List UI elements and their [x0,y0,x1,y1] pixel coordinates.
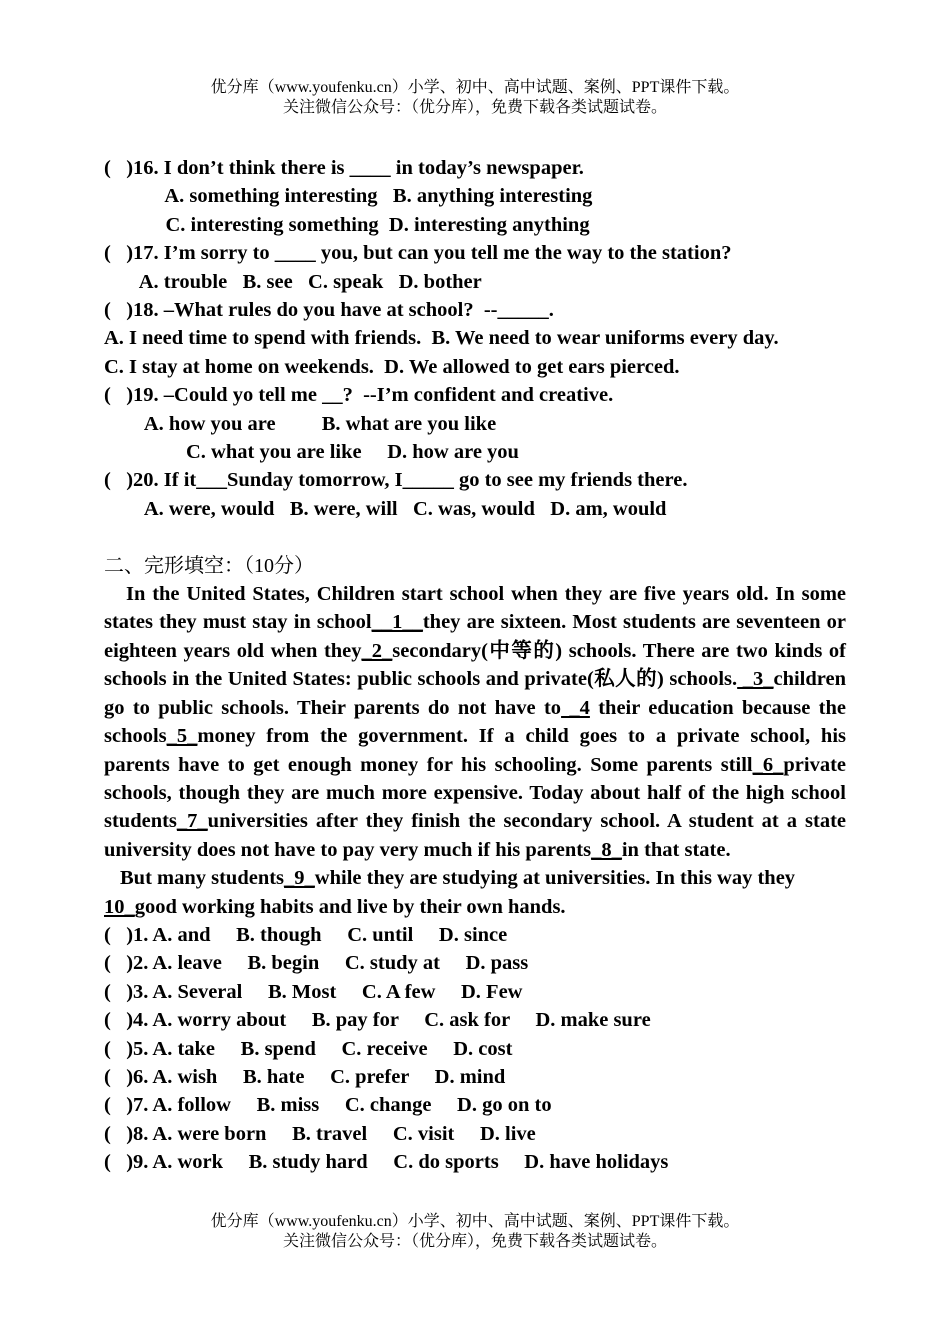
q16-options-cd: C. interesting something D. interesting anything [104,213,590,236]
cloze-text: their education because the schools [104,696,847,748]
q20-stem: ( )20. If it___Sunday tomorrow, I_____ go to see my friends there. [104,469,688,492]
cloze-option-7: ( )7. A. follow B. miss C. change D. go on to [104,1094,552,1117]
cloze-option-6: ( )6. A. wish B. hate C. prefer D. mind [104,1065,506,1088]
cloze-text: universities after they finish the secondary school. A student at a state university does not have to pay very much if his parents [104,810,846,861]
cloze-text: secondary(中等的) schools. There are two kinds of schools in the United States: public schools and private(私人的) schools. [104,639,846,691]
cloze-option-9: ( )9. A. work B. study hard C. do sports D. have holidays [104,1151,669,1174]
cloze-text: money from the government. If a child goes to a private school, his parents have to get enough money for his schooling. Some parents still [104,725,846,776]
header-line-2: 关注微信公众号：（优分库），免费下载各类试题试卷。 [282,99,667,116]
q19-stem: ( )19. –Could yo tell me __? --I’m confident and creative. [104,384,614,407]
cloze-blank-5: _5_ [166,725,198,748]
page-footer [0,1212,950,1252]
cloze-blank-8: _8_ [591,838,622,861]
cloze-option-4: ( )4. A. worry about B. pay for C. ask for D. make sure [104,1009,651,1032]
header-line-1: 优分库（www.youfenku.cn）小学、初中、高中试题、案例、PPT课件下载。 [210,79,740,96]
section-heading: 二、完形填空：（10分） [104,554,314,577]
q18-options-ab: A. I need time to spend with friends. B. We need to wear uniforms every day. [104,327,779,350]
cloze-blank-3: _3_ [737,668,774,691]
cloze-text: while they are studying at universities. In this way they [314,867,796,890]
exam-content [104,154,846,1177]
q18-options-cd: C. I stay at home on weekends. D. We allowed to get ears pierced. [104,355,680,378]
cloze-blank-4: _4 [561,696,590,719]
cloze-option-1: ( )1. A. and B. though C. until D. since [104,923,508,946]
footer-line-1: 优分库（www.youfenku.cn）小学、初中、高中试题、案例、PPT课件下载。 [210,1213,740,1230]
cloze-text: private schools, though they are much more expensive. Today about half of the high school students [104,753,846,833]
cloze-blank-6: _6_ [752,753,784,776]
q19-options-ab: A. how you are B. what are you like [104,412,497,435]
cloze-options [104,921,846,1177]
part1-questions [104,154,846,523]
q17-stem: ( )17. I’m sorry to ____ you, but can you tell me the way to the station? [104,242,732,265]
q20-options: A. were, would B. were, will C. was, would D. am, would [104,497,667,520]
q18-stem: ( )18. –What rules do you have at school? --_____. [104,299,554,322]
cloze-text: In the United States, Children start school when they are five years old. In some states they must stay in school [104,583,846,634]
q19-options-cd: C. what you are like D. how are you [104,441,519,464]
cloze-paragraph-1 [104,580,846,864]
cloze-blank-1: __1__ [371,611,423,634]
cloze-blank-7: _7_ [176,810,208,833]
footer-line-2: 关注微信公众号：（优分库），免费下载各类试题试卷。 [282,1233,667,1250]
cloze-option-2: ( )2. A. leave B. begin C. study at D. pass [104,952,529,975]
cloze-option-3: ( )3. A. Several B. Most C. A few D. Few [104,980,523,1003]
cloze-text: children go to public schools. Their parents do not have to [104,668,846,719]
q16-stem: ( )16. I don’t think there is ____ in today’s newspaper. [104,157,584,179]
page-header [0,78,950,118]
cloze-blank-10: 10_ [104,895,135,918]
cloze-text: in that state. [621,838,731,861]
cloze-text: But many students [120,867,285,890]
cloze-text: they are sixteen. Most students are seventeen or eighteen years old when they [104,611,846,662]
cloze-blank-9: _9_ [284,867,315,890]
cloze-text: good working habits and live by their own hands. [134,895,566,918]
cloze-option-5: ( )5. A. take B. spend C. receive D. cost [104,1037,513,1060]
q17-options: A. trouble B. see C. speak D. bother [104,270,482,293]
q16-options-ab: A. something interesting B. anything interesting [104,185,593,208]
cloze-paragraph-2 [104,864,846,921]
cloze-option-8: ( )8. A. were born B. travel C. visit D. live [104,1122,536,1145]
cloze-blank-2: _2_ [361,639,393,662]
